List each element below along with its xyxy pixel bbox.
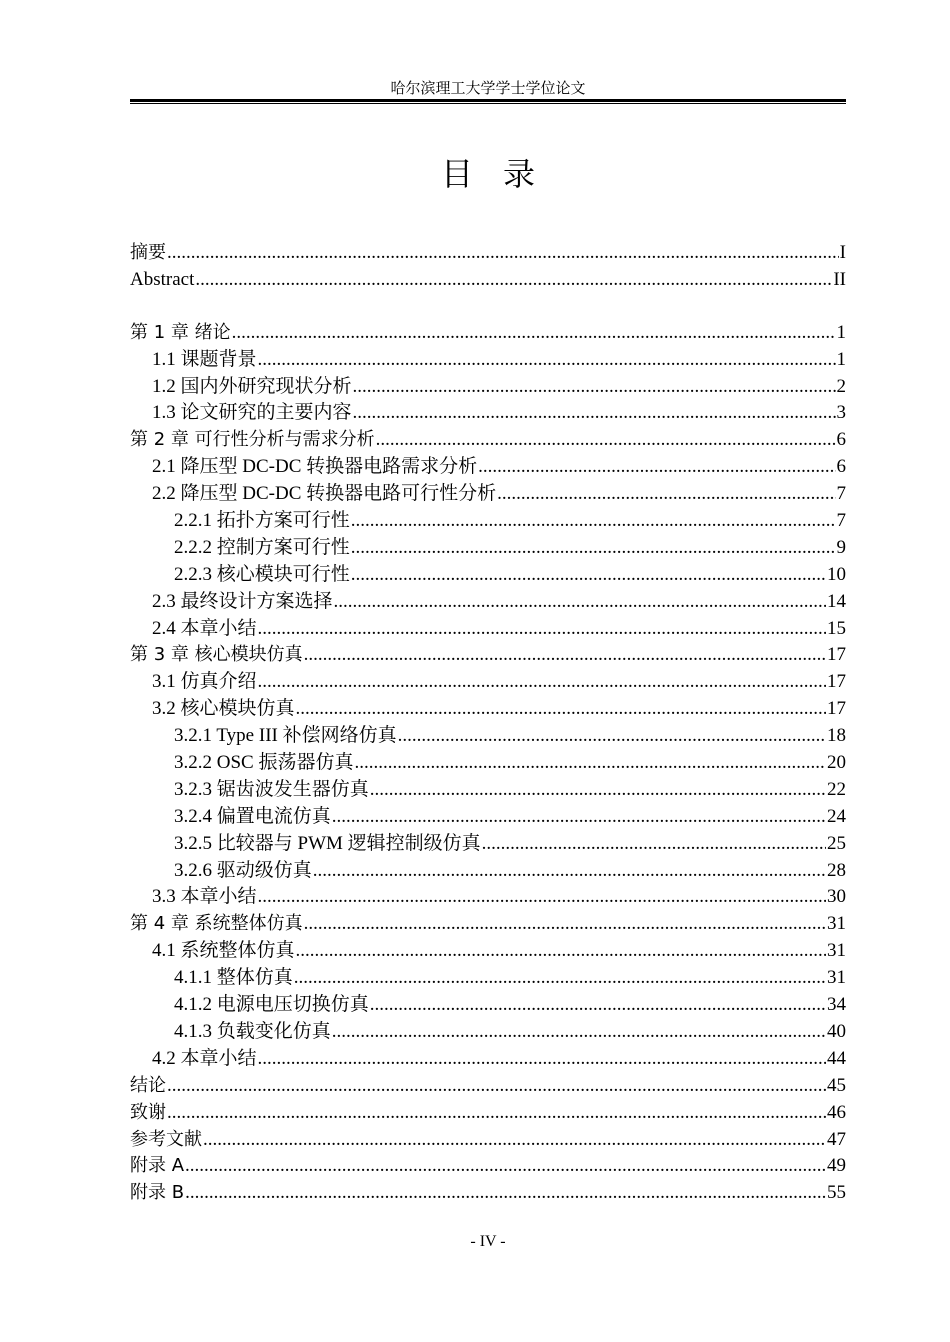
toc-entry-page: 40 — [827, 1020, 846, 1042]
toc-entry[interactable] — [130, 911, 846, 938]
toc-dot-leader — [294, 965, 826, 992]
toc-entry-page: 7 — [836, 510, 846, 532]
toc-entry-title: 2.2.1 拓扑方案可行性 — [174, 510, 350, 532]
toc-entry-title: 摘要 — [130, 242, 166, 263]
toc-entry[interactable] — [130, 938, 846, 965]
toc-dot-leader — [258, 669, 826, 696]
toc-entry[interactable] — [130, 965, 846, 992]
toc-entry-title: 3.3 本章小结 — [152, 886, 257, 908]
page-number-footer: - IV - — [470, 1233, 506, 1250]
toc-entry[interactable] — [130, 1046, 846, 1073]
toc-entry-title: 2.1 降压型 DC-DC 转换器电路需求分析 — [152, 456, 478, 478]
toc-entry[interactable] — [130, 804, 846, 831]
toc-entry[interactable] — [130, 240, 846, 267]
toc-entry-page: 31 — [827, 967, 846, 989]
toc-entry[interactable] — [130, 267, 846, 294]
toc-entry[interactable] — [130, 454, 846, 481]
toc-entry-title: 1.1 课题背景 — [152, 348, 257, 370]
toc-entry-title: 3.2.1 Type III 补偿网络仿真 — [174, 725, 397, 747]
toc-entry-title: 2.2.3 核心模块可行性 — [174, 563, 350, 585]
toc-dot-leader — [296, 696, 826, 723]
toc-dot-leader — [296, 938, 826, 965]
toc-entry-title: 参考文献 — [130, 1128, 202, 1150]
toc-entry-page: 31 — [827, 940, 846, 962]
toc-dot-leader — [370, 777, 826, 804]
toc-dot-leader — [167, 240, 839, 267]
toc-entry-page: 46 — [827, 1101, 846, 1123]
toc-entry-title: 3.2.3 锯齿波发生器仿真 — [174, 778, 369, 800]
toc-entry[interactable] — [130, 858, 846, 885]
toc-entry-title: Abstract — [130, 268, 195, 290]
toc-entry[interactable] — [130, 1180, 846, 1207]
toc-entry[interactable] — [130, 669, 846, 696]
toc-entry-page: I — [839, 242, 846, 263]
table-of-contents — [130, 240, 846, 1207]
toc-dot-leader — [478, 454, 835, 481]
toc-entry-page: 44 — [827, 1047, 846, 1069]
toc-entry[interactable] — [130, 562, 846, 589]
toc-entry[interactable] — [130, 589, 846, 616]
toc-entry-page: 24 — [827, 805, 846, 827]
toc-entry[interactable] — [130, 750, 846, 777]
toc-entry-page: II — [833, 268, 846, 290]
toc-entry-page: 31 — [827, 913, 846, 935]
toc-entry-page: 28 — [827, 859, 846, 881]
toc-dot-leader — [351, 562, 826, 589]
toc-entry-title: 附录 A — [130, 1155, 185, 1177]
toc-dot-leader — [398, 723, 826, 750]
toc-entry-page: 25 — [827, 832, 846, 854]
toc-entry-title: 3.1 仿真介绍 — [152, 671, 257, 693]
toc-entry-page: 15 — [827, 617, 846, 639]
toc-entry-page: 10 — [827, 563, 846, 585]
toc-entry-title: 第 2 章 可行性分析与需求分析 — [130, 429, 375, 451]
toc-dot-leader — [195, 267, 832, 294]
toc-entry-title: 第 1 章 绪论 — [130, 321, 231, 343]
toc-entry-title: 2.2 降压型 DC-DC 转换器电路可行性分析 — [152, 483, 497, 505]
toc-dot-leader — [258, 616, 826, 643]
toc-entry-title: 致谢 — [130, 1101, 166, 1123]
toc-entry-page: 49 — [827, 1155, 846, 1177]
toc-dot-leader — [334, 589, 826, 616]
toc-entry-page: 3 — [836, 402, 846, 424]
toc-entry-page: 20 — [827, 752, 846, 774]
toc-entry-title: 3.2.4 偏置电流仿真 — [174, 805, 331, 827]
toc-dot-leader — [332, 804, 826, 831]
toc-entry-page: 1 — [836, 321, 846, 343]
toc-dot-leader — [304, 911, 826, 938]
toc-entry-page: 30 — [827, 886, 846, 908]
toc-entry[interactable] — [130, 992, 846, 1019]
toc-entry[interactable] — [130, 696, 846, 723]
toc-entry-page: 9 — [836, 536, 846, 558]
header-rule-thick — [130, 99, 846, 102]
toc-entry-title: 2.4 本章小结 — [152, 617, 257, 639]
toc-dot-leader — [376, 427, 836, 454]
toc-entry[interactable] — [130, 1073, 846, 1100]
toc-dot-leader — [304, 642, 826, 669]
toc-dot-leader — [258, 884, 826, 911]
toc-entry[interactable] — [130, 1127, 846, 1154]
toc-entry[interactable] — [130, 642, 846, 669]
toc-entry-title: 4.1.2 电源电压切换仿真 — [174, 994, 369, 1016]
toc-entry-title: 3.2.5 比较器与 PWM 逻辑控制级仿真 — [174, 832, 481, 854]
toc-entry[interactable] — [130, 884, 846, 911]
toc-entry[interactable] — [130, 535, 846, 562]
toc-dot-leader — [482, 831, 826, 858]
toc-entry-page: 17 — [827, 698, 846, 720]
toc-entry-page: 17 — [827, 671, 846, 693]
toc-entry-title: 2.3 最终设计方案选择 — [152, 590, 333, 612]
toc-entry-title: 3.2.2 OSC 振荡器仿真 — [174, 752, 354, 774]
toc-entry-page: 22 — [827, 778, 846, 800]
toc-dot-leader — [497, 481, 835, 508]
toc-dot-leader — [258, 347, 836, 374]
toc-entry-page: 14 — [827, 590, 846, 612]
toc-entry[interactable] — [130, 1019, 846, 1046]
toc-entry-page: 1 — [836, 348, 846, 370]
toc-entry-title: 4.1 系统整体仿真 — [152, 940, 295, 962]
toc-entry-title: 3.2.6 驱动级仿真 — [174, 859, 312, 881]
toc-entry[interactable] — [130, 320, 846, 347]
toc-dot-leader — [203, 1127, 826, 1154]
toc-dot-leader — [370, 992, 826, 1019]
toc-entry-page: 7 — [836, 483, 846, 505]
toc-dot-leader — [185, 1153, 826, 1180]
toc-entry-title: 3.2 核心模块仿真 — [152, 698, 295, 720]
toc-dot-leader — [332, 1019, 826, 1046]
toc-entry-title: 4.1.1 整体仿真 — [174, 967, 293, 989]
toc-entry[interactable] — [130, 777, 846, 804]
page-title: 目录 — [440, 155, 565, 193]
toc-entry[interactable] — [130, 374, 846, 401]
toc-entry[interactable] — [130, 723, 846, 750]
running-header: 哈尔滨理工大学学士学位论文 — [390, 79, 586, 97]
toc-dot-leader — [258, 1046, 826, 1073]
toc-entry[interactable] — [130, 831, 846, 858]
header-rule-thin — [130, 103, 846, 104]
toc-entry[interactable] — [130, 400, 846, 427]
toc-entry-title: 4.2 本章小结 — [152, 1047, 257, 1069]
toc-entry-page: 2 — [836, 375, 846, 397]
toc-dot-leader — [167, 1073, 826, 1100]
toc-dot-leader — [185, 1180, 826, 1207]
toc-entry-title: 结论 — [130, 1074, 166, 1096]
toc-entry[interactable] — [130, 616, 846, 643]
toc-entry[interactable] — [130, 481, 846, 508]
toc-dot-leader — [351, 535, 836, 562]
toc-entry[interactable] — [130, 427, 846, 454]
toc-entry[interactable] — [130, 1100, 846, 1127]
toc-entry-page: 55 — [827, 1182, 846, 1204]
toc-entry-page: 18 — [827, 725, 846, 747]
toc-dot-leader — [232, 320, 836, 347]
toc-entry-page: 17 — [827, 644, 846, 666]
toc-entry-title: 第 4 章 系统整体仿真 — [130, 913, 303, 935]
toc-dot-leader — [353, 400, 836, 427]
toc-dot-leader — [354, 750, 826, 777]
toc-entry-title: 附录 B — [130, 1182, 185, 1204]
toc-entry-title: 第 3 章 核心模块仿真 — [130, 644, 303, 666]
toc-entry-page: 6 — [836, 456, 846, 478]
toc-entry[interactable] — [130, 1153, 846, 1180]
toc-dot-leader — [351, 508, 836, 535]
toc-entry-page: 34 — [827, 994, 846, 1016]
toc-entry-page: 47 — [827, 1128, 846, 1150]
toc-entry[interactable] — [130, 508, 846, 535]
toc-entry-page: 6 — [836, 429, 846, 451]
toc-entry-title: 1.3 论文研究的主要内容 — [152, 402, 352, 424]
toc-dot-leader — [353, 374, 836, 401]
toc-entry-title: 4.1.3 负载变化仿真 — [174, 1020, 331, 1042]
toc-entry[interactable] — [130, 347, 846, 374]
toc-dot-leader — [313, 858, 826, 885]
toc-dot-leader — [167, 1100, 826, 1127]
toc-entry-title: 1.2 国内外研究现状分析 — [152, 375, 352, 397]
toc-entry-title: 2.2.2 控制方案可行性 — [174, 536, 350, 558]
toc-entry-page: 45 — [827, 1074, 846, 1096]
